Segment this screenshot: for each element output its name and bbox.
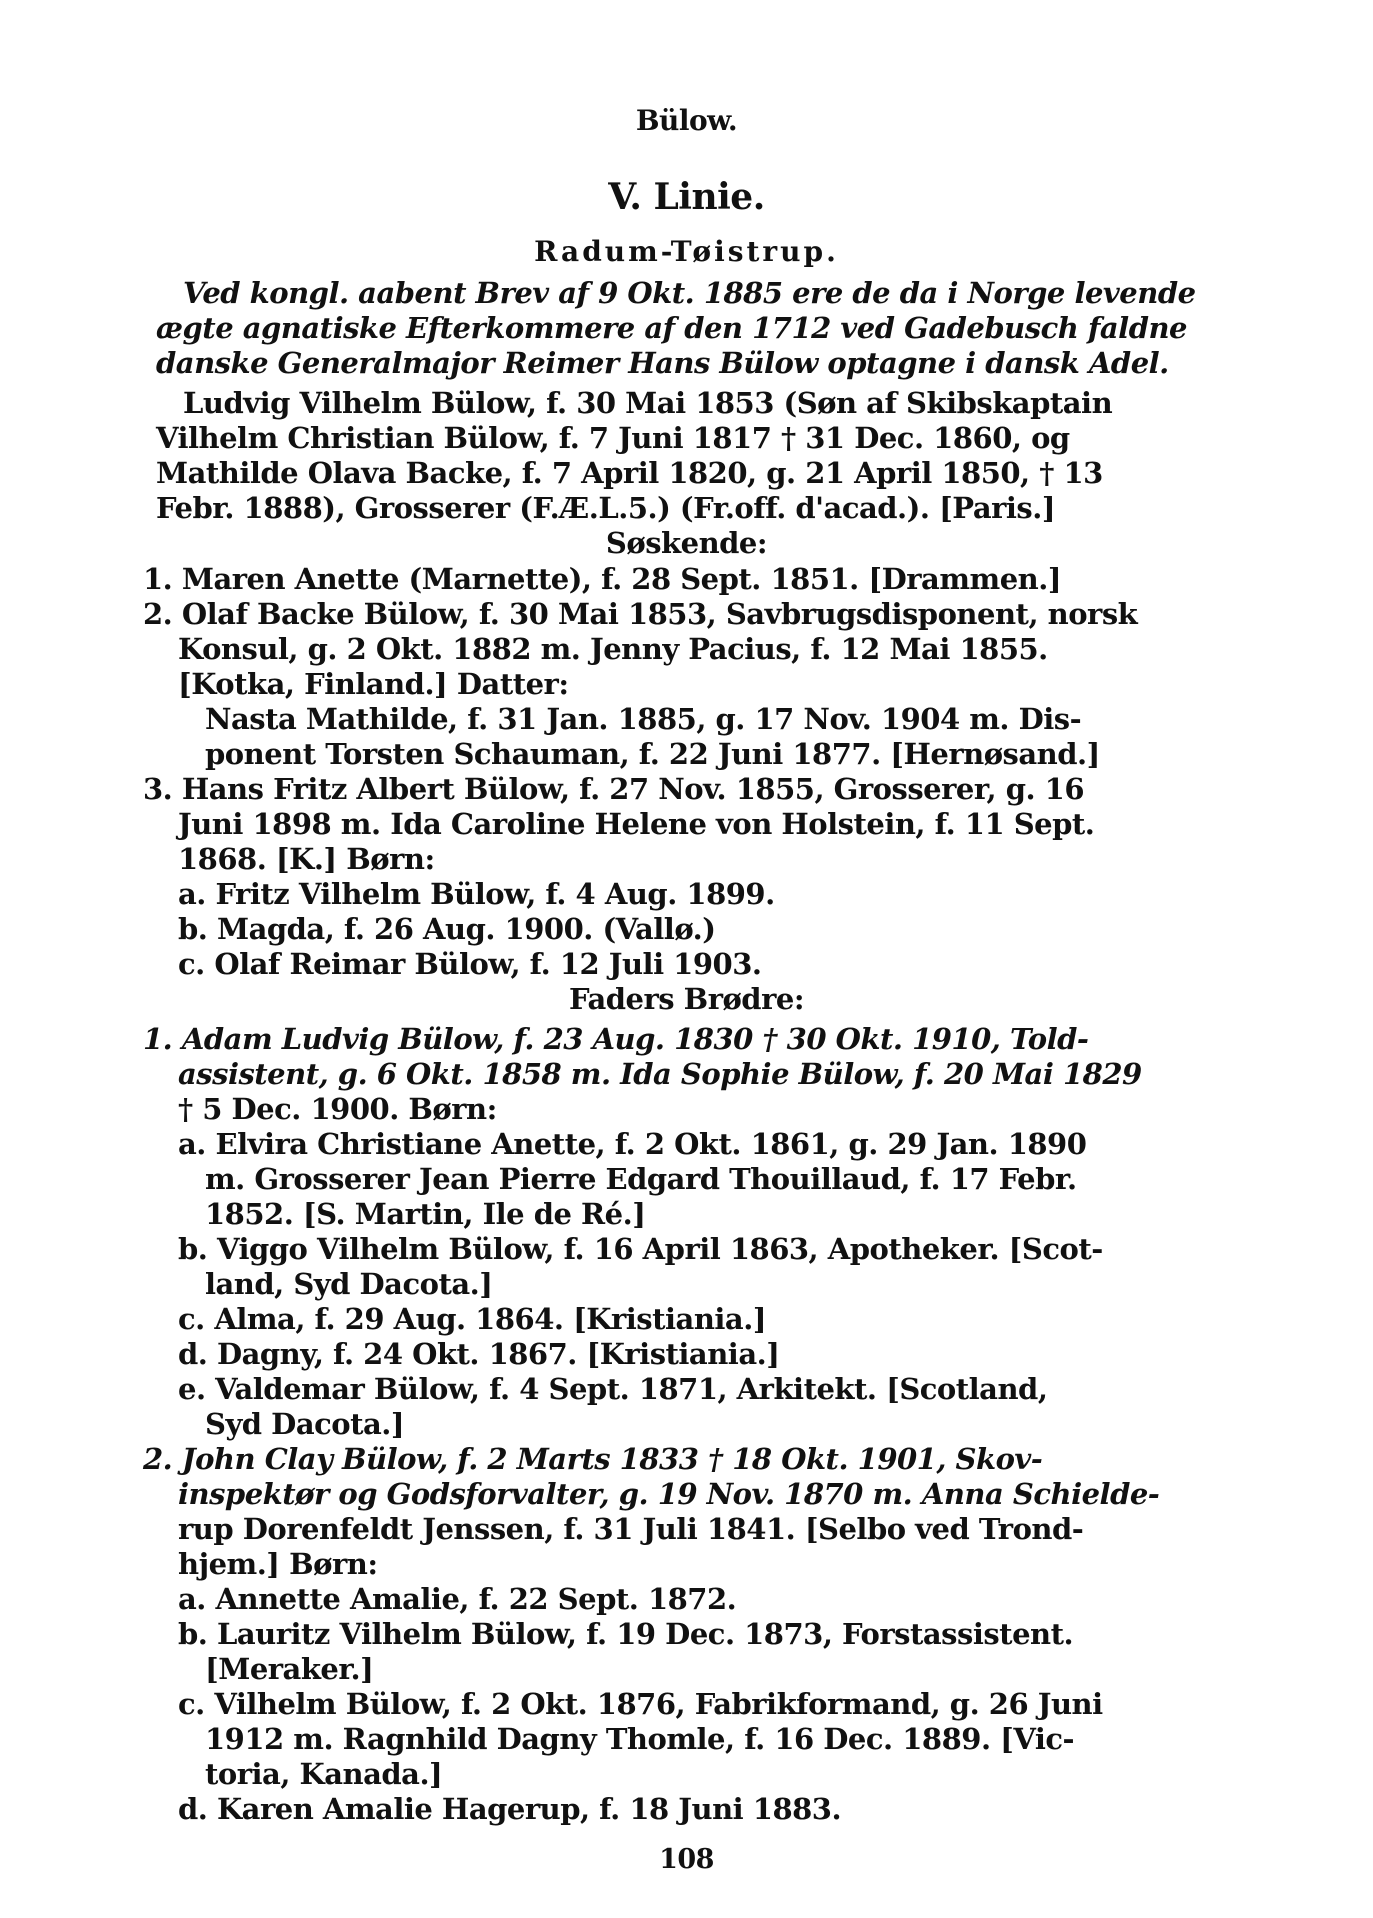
intro-line: ægte agnatiske Efterkommere af den 1712 ved Gadebusch faldne xyxy=(156,311,1188,345)
uncle-line: a. Elvira Christiane Anette, f. 2 Okt. 1861, g. 29 Jan. 1890 xyxy=(178,1127,1087,1161)
uncle-line: land, Syd Dacota.] xyxy=(205,1267,493,1301)
sibling-line: 2. Olaf Backe Bülow, f. 30 Mai 1853, Savbrugsdisponent, norsk xyxy=(143,597,1138,631)
uncle-line: c. Vilhelm Bülow, f. 2 Okt. 1876, Fabrikformand, g. 26 Juni xyxy=(178,1687,1103,1721)
page-number: 108 xyxy=(659,1844,714,1875)
sibling-line: Konsul, g. 2 Okt. 1882 m. Jenny Pacius, f. 12 Mai 1855. xyxy=(178,632,1048,666)
uncle-line: d. Dagny, f. 24 Okt. 1867. [Kristiania.] xyxy=(178,1337,780,1371)
uncle-line: inspektør og Godsforvalter, g. 19 Nov. 1870 m. Anna Schielde- xyxy=(178,1477,1160,1511)
uncle-line: assistent, g. 6 Okt. 1858 m. Ida Sophie Bülow, f. 20 Mai 1829 xyxy=(178,1057,1142,1091)
uncle-line: b. Lauritz Vilhelm Bülow, f. 19 Dec. 1873, Forstassistent. xyxy=(178,1617,1074,1651)
uncle-line: c. Alma, f. 29 Aug. 1864. [Kristiania.] xyxy=(178,1302,767,1336)
uncle-line: m. Grosserer Jean Pierre Edgard Thouillaud, f. 17 Febr. xyxy=(205,1162,1077,1196)
uncle-line: † 5 Dec. 1900. Børn: xyxy=(178,1092,497,1126)
intro-line: Ved kongl. aabent Brev af 9 Okt. 1885 ere de da i Norge levende xyxy=(183,276,1196,310)
sibling-line: a. Fritz Vilhelm Bülow, f. 4 Aug. 1899. xyxy=(178,877,775,911)
uncle-line: toria, Kanada.] xyxy=(205,1757,443,1791)
sibling-line: 1868. [K.] Børn: xyxy=(178,842,435,876)
running-title: Bülow. xyxy=(635,104,738,137)
uncle-line: d. Karen Amalie Hagerup, f. 18 Juni 1883. xyxy=(178,1792,842,1826)
uncle-line: b. Viggo Vilhelm Bülow, f. 16 April 1863, Apotheker. [Scot- xyxy=(178,1232,1103,1266)
uncle-line: [Meraker.] xyxy=(205,1652,374,1686)
section-title: V. Linie. xyxy=(608,176,765,218)
uncle-line: 1912 m. Ragnhild Dagny Thomle, f. 16 Dec. 1889. [Vic- xyxy=(205,1722,1075,1756)
sibling-line: Nasta Mathilde, f. 31 Jan. 1885, g. 17 Nov. 1904 m. Dis- xyxy=(205,702,1082,736)
uncle-line: rup Dorenfeldt Jenssen, f. 31 Juli 1841. [Selbo ved Trond- xyxy=(178,1512,1084,1546)
sibling-line: 1. Maren Anette (Marnette), f. 28 Sept. 1851. [Drammen.] xyxy=(143,562,1062,596)
uncle-line: 1. Adam Ludvig Bülow, f. 23 Aug. 1830 † 30 Okt. 1910, Told- xyxy=(143,1022,1089,1056)
main-entry-line: Vilhelm Christian Bülow, f. 7 Juni 1817 † 31 Dec. 1860, og xyxy=(156,421,1070,455)
main-entry-line: Mathilde Olava Backe, f. 7 April 1820, g. 21 April 1850, † 13 xyxy=(156,456,1103,490)
sibling-line: [Kotka, Finland.] Datter: xyxy=(178,667,569,701)
intro-line: danske Generalmajor Reimer Hans Bülow optagne i dansk Adel. xyxy=(156,346,1169,380)
uncle-line: a. Annette Amalie, f. 22 Sept. 1872. xyxy=(178,1582,737,1616)
uncle-line: 2. John Clay Bülow, f. 2 Marts 1833 † 18 Okt. 1901, Skov- xyxy=(143,1442,1043,1476)
sibling-line: b. Magda, f. 26 Aug. 1900. (Vallø.) xyxy=(178,912,716,946)
uncle-line: 1852. [S. Martin, Ile de Ré.] xyxy=(205,1197,646,1231)
main-entry-line: Febr. 1888), Grosserer (F.Æ.L.5.) (Fr.off. d'acad.). [Paris.] xyxy=(156,491,1056,525)
section-subtitle: Radum-Tøistrup. xyxy=(534,235,839,268)
uncle-line: e. Valdemar Bülow, f. 4 Sept. 1871, Arkitekt. [Scotland, xyxy=(178,1372,1048,1406)
sibling-line: 3. Hans Fritz Albert Bülow, f. 27 Nov. 1855, Grosserer, g. 16 xyxy=(143,772,1085,806)
siblings-heading: Søskende: xyxy=(605,526,768,560)
uncle-line: hjem.] Børn: xyxy=(178,1547,378,1581)
uncles-heading: Faders Brødre: xyxy=(568,982,805,1016)
uncle-line: Syd Dacota.] xyxy=(205,1407,405,1441)
sibling-line: ponent Torsten Schauman, f. 22 Juni 1877. [Hernøsand.] xyxy=(205,737,1100,771)
sibling-line: c. Olaf Reimar Bülow, f. 12 Juli 1903. xyxy=(178,947,762,981)
main-entry-line: Ludvig Vilhelm Bülow, f. 30 Mai 1853 (Søn af Skibskaptain xyxy=(183,386,1113,420)
sibling-line: Juni 1898 m. Ida Caroline Helene von Holstein, f. 11 Sept. xyxy=(178,807,1095,841)
